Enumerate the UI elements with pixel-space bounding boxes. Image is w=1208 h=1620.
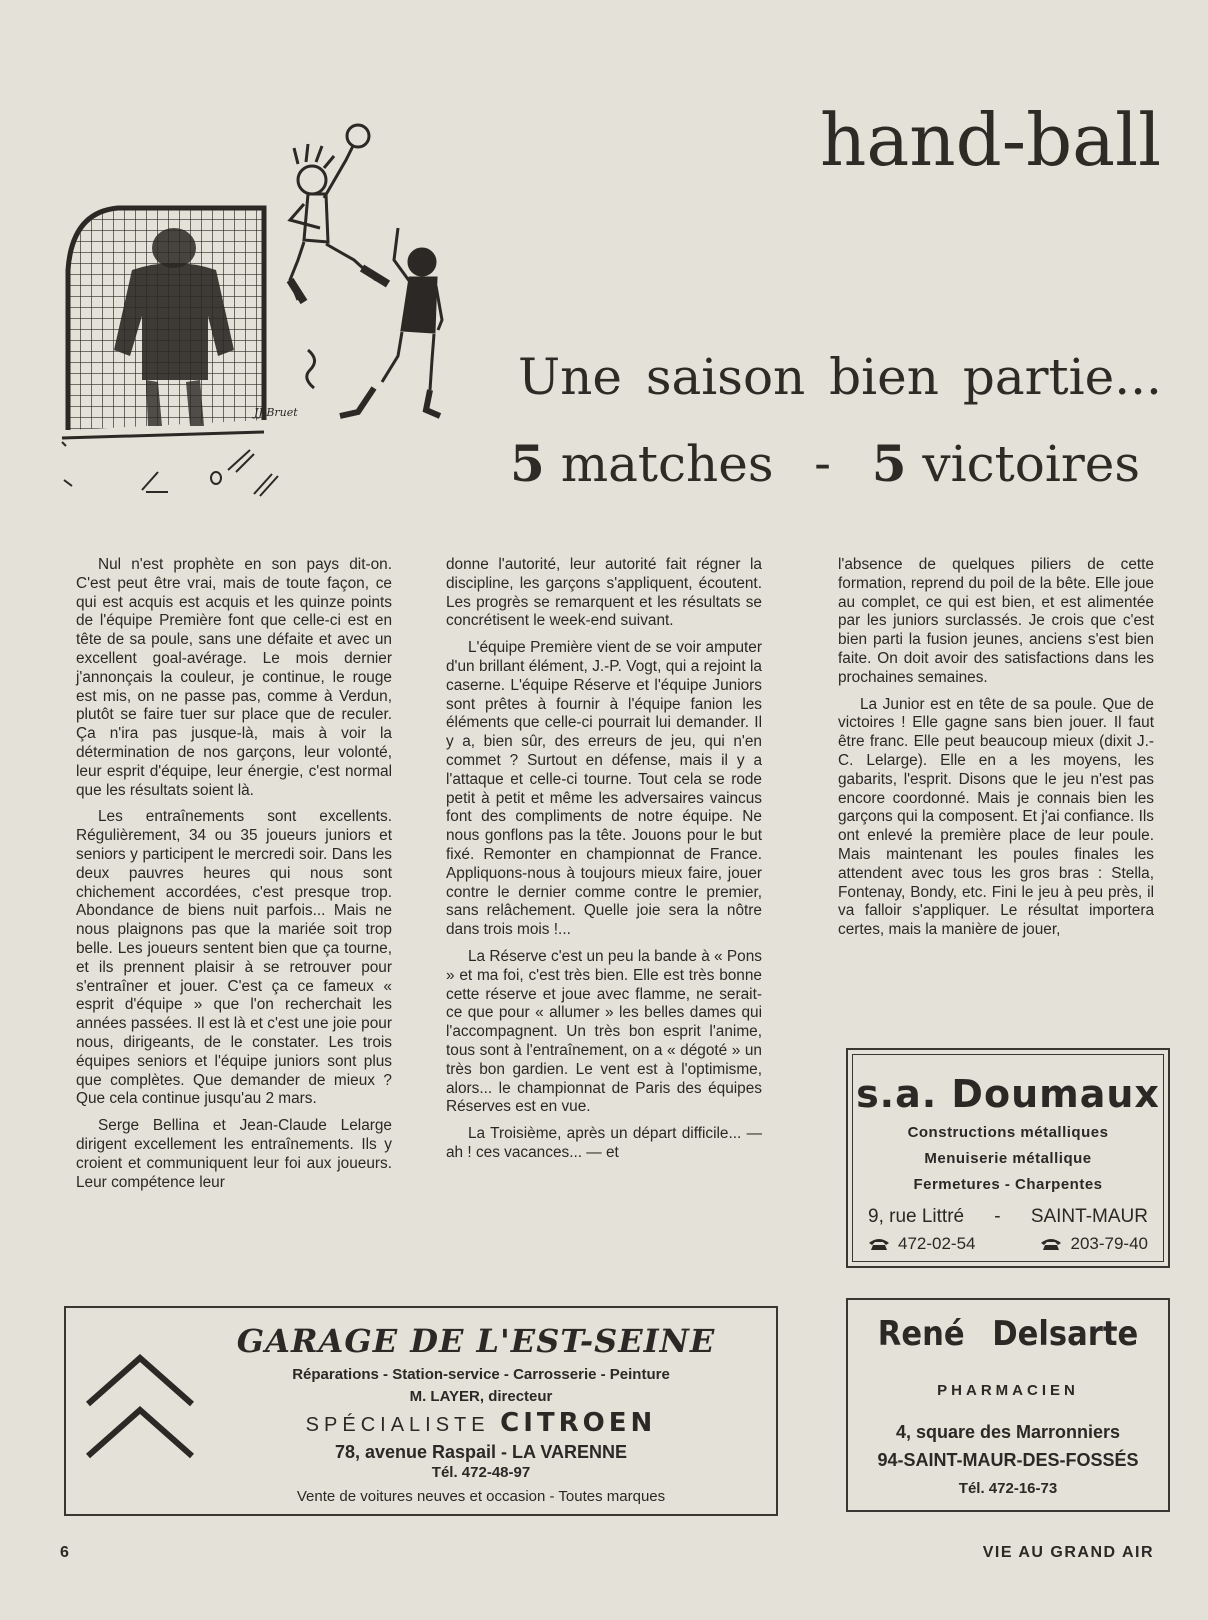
paragraph: La Troisième, après un départ difficile... — ah ! ces vacances... — et: [446, 1125, 762, 1161]
paragraph: donne l'autorité, leur autorité fait régner la discipline, les garçons s'appliquent, écoutent. Les progrès se remarquent et les résultats se concrétisent le week-end suivant.: [446, 556, 762, 630]
headline-dash: -: [814, 434, 832, 492]
ad-pharmacy-address1: 4, square des Marronniers: [895, 1422, 1121, 1442]
magazine-name: VIE AU GRAND AIR: [982, 1544, 1154, 1561]
ad-garage: [64, 1306, 778, 1516]
headline-score-left: 5 matches: [510, 434, 774, 493]
phone-entry: 203-79-40: [1040, 1234, 1148, 1254]
handball-illustration: [58, 120, 478, 520]
ad-pharmacy-address2: 94-SAINT-MAUR-DES-FOSSÉS: [877, 1450, 1139, 1470]
ad-doumaux-phones: [868, 1234, 1148, 1254]
section-title: hand-ball: [820, 98, 1162, 182]
ad-garage-title: GARAGE DE L'EST-SEINE: [236, 1322, 716, 1360]
ad-doumaux-address: 9, rue Littré - SAINT-MAUR: [868, 1206, 1148, 1227]
paragraph: Serge Bellina et Jean-Claude Lelarge dirigent excellement les entraînements. Ils y croient et communiquent leur foi aux joueurs. Leur compétence leur: [76, 1117, 392, 1191]
telephone-icon: [1040, 1237, 1062, 1251]
article-column-3: [838, 556, 1154, 948]
artist-signature: JJ Bruet: [254, 406, 298, 419]
page-number: 6: [60, 1544, 69, 1561]
ad-garage-address: 78, avenue Raspail - LA VARENNE: [334, 1442, 628, 1462]
ad-pharmacy: [846, 1298, 1170, 1512]
jumping-player-figure: [290, 125, 388, 302]
ad-doumaux-service: Fermetures - Charpentes: [913, 1176, 1103, 1193]
paragraph: L'équipe Première vient de se voir amputer d'un brillant élément, J.-P. Vogt, qui a rejoint la caserne. L'équipe Réserve et l'équipe Juniors sont prêtes à fournir à l'équipe fanion les éléments que celle-ci pourrait lui demander. Il y a, bien sûr, des erreurs de jeu, qui n'en commet ? Surtout en défense, mais il y a l'attaque et celle-ci tourne. Tout cela se rode petit à petit et même les adversaires vaincus font des compliments de notre équipe. Ne nous gonflons pas la tête. Jouons pour le but fixé. Remonter en championnat de France. Appliquons-nous à toujours mieux faire, jouer contre le dernier comme contre le premier, sans relâchement. Quelle joie sera la nôtre dans trois mois !...: [446, 639, 762, 939]
paragraph: La Junior est en tête de sa poule. Que de victoires ! Elle gagne sans bien jouer. Il faut être franc. Elle peut beaucoup mieux (dixit J.-C. Lelarge). Elle en a les moyens, les gabarits, l'esprit. Disons que le jeu n'est pas encore coordonné. Mais je connais bien les garçons qui la composent. Et j'ai confiance. Ils ont enlevé la première place de leur poule. Mais maintenant les poules finales les attendent avec tous les gros bras : Stella, Fontenay, Bondy, etc. Fini le jeu à peu près, il va falloir s'appliquer. Le résultat importera certes, mais la manière de jouer,: [838, 695, 1154, 939]
defender-player-figure: [307, 228, 442, 416]
ad-pharmacy-phone: Tél. 472-16-73: [958, 1480, 1058, 1497]
paragraph: l'absence de quelques piliers de cette formation, reprend du poil de la bête. Elle joue au complet, ce qui est bien, et est alimentée par les juniors surclassés. Je crois que c'est bien parti la fusion jeunes, anciens s'est bien faite. On doit avoir des satisfactions dans les prochaines semaines.: [838, 556, 1154, 686]
ad-garage-director: M. LAYER, directeur: [409, 1388, 553, 1405]
ad-garage-phone: Tél. 472-48-97: [431, 1464, 531, 1481]
headline-line2: [510, 434, 1140, 493]
ad-garage-tagline: Vente de voitures neuves et occasion - Toutes marques: [296, 1488, 666, 1505]
ad-doumaux-name: s.a. Doumaux: [856, 1072, 1160, 1116]
paragraph: La Réserve c'est un peu la bande à « Pons » et ma foi, c'est très bien. Elle est très bonne cette réserve et joue avec flamme, ne serait-ce que pour « allumer » les belles dames qui l'accompagnent. Un très bon esprit l'anime, tous sont à l'entraînement, on a « dégoté » un très bon gardien. Le vent est à l'optimisme, alors... le championnat de Paris des équipes Réserves est en vue.: [446, 947, 762, 1116]
ad-pharmacy-title: PHARMACIEN: [937, 1382, 1079, 1399]
ad-garage-services: Réparations - Station-service - Carrosserie - Peinture: [292, 1366, 670, 1383]
headline-line1: Une saison bien partie...: [518, 348, 1162, 406]
ad-pharmacy-name: René Delsarte: [877, 1314, 1139, 1354]
headline-score-right: 5 victoires: [871, 434, 1140, 493]
ad-doumaux-service: Constructions métalliques: [907, 1124, 1109, 1141]
citroen-chevrons-icon: [78, 1346, 208, 1476]
telephone-icon: [868, 1237, 890, 1251]
floor-marks: [62, 442, 278, 496]
article-column-1: [76, 556, 392, 1200]
ad-garage-specialist: SPÉCIALISTE CITROEN: [305, 1408, 657, 1438]
article-column-2: [446, 556, 762, 1171]
ad-doumaux: [846, 1048, 1170, 1268]
paragraph: Nul n'est prophète en son pays dit-on. C'est peut être vrai, mais de toute façon, ce qui est acquis est acquis et les quinze points de l'équipe Première font que celle-ci est en tête de sa poule, sans une défaite et avec un excellent goal-avérage. Le mois dernier j'annonçais la couleur, je continue, le rouge est mis, on ne passe pas, comme à Verdun, plutôt se faire tuer sur place que de reculer. Ça n'ira pas jusque-là, mais à voir la détermination de nos garçons, leur volonté, leur esprit d'équipe, leur énergie, c'est normal que les résultats soient là.: [76, 556, 392, 799]
paragraph: Les entraînements sont excellents. Régulièrement, 34 ou 35 joueurs juniors et seniors y participent le mercredi soir. Dans les deux pauvres heures qui nous sont chichement accordées, c'est presque trop. Abondance de biens nuit parfois... Mais ne nous plaignons pas que la mariée soit trop belle. Les joueurs sentent bien que ça tourne, et ils prennent plaisir à se retrouver pour s'entraîner et jouer. C'est ça ce fameux « esprit d'équipe » que l'on recherchait les années passées. Il est là et c'est une joie pour nous, dirigeants, de le constater. Les trois équipes seniors et l'équipe juniors sont plus que complètes. Que demander de mieux ? Que cela continue jusqu'au 2 mars.: [76, 808, 392, 1108]
phone-entry: 472-02-54: [868, 1234, 976, 1254]
ad-doumaux-service: Menuiserie métallique: [924, 1150, 1092, 1167]
